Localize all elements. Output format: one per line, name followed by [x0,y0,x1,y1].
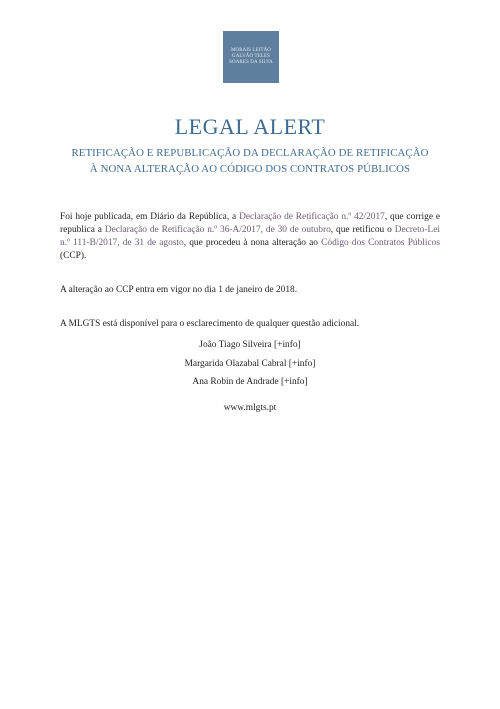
body-text [60,211,440,352]
paragraph-text: (CCP). [60,251,87,261]
link-declaracao-36a-2017[interactable]: Declaração de Retificação n.º 36-A/2017, de 30 de outubro [104,225,331,235]
subtitle-line-1: RETIFICAÇÃO E REPUBLICAÇÃO DA DECLARAÇÃO DE RETIFICAÇÃO [71,147,429,159]
contact-margarida-olazabal-cabral[interactable]: Margarida Olazabal Cabral [+info] [184,358,316,369]
subtitle-line-2: À NONA ALTERAÇÃO AO CÓDIGO DOS CONTRATOS PÚBLICOS [89,163,411,175]
contact-ana-robin-de-andrade[interactable]: Ana Robin de Andrade [+info] [192,377,308,387]
paragraph-text: Foi hoje publicada, em Diário da República, a [60,212,240,222]
paragraph-availability: A MLGTS está disponível para o esclarecimento de qualquer questão adicional. [60,319,360,329]
link-decreto-lei-111b-2017[interactable]: Decreto-Lei n.º 111-B/2017, de 31 de agosto [60,225,440,248]
firm-logo [223,31,279,83]
logo-line-3: SOARES DA SILVA [229,60,273,66]
contacts-list [0,336,500,392]
link-codigo-contratos-publicos[interactable]: Código dos Contratos Públicos [321,238,440,248]
subtitle [50,145,450,177]
logo-line-2: GALVÃO TELES [231,53,270,59]
website-link[interactable]: www.mlgts.pt [223,403,277,413]
paragraph-text: , que procedeu à nona alteração ao [183,238,322,248]
link-declaracao-42-2017[interactable]: Declaração de Retificação n.º 42/2017 [239,212,385,222]
paragraph-publication [60,211,440,263]
paragraph-text: , que corrige e republica a [60,212,440,235]
page-title: LEGAL ALERT [174,114,326,139]
paragraph-text: , que retificou o [330,225,395,235]
logo-line-1: MORAIS LEITÃO [230,47,272,53]
contact-joao-tiago-silveira[interactable]: João Tiago Silveira [+info] [199,340,301,350]
paragraph-entry-into-force: A alteração ao CCP entra em vigor no dia 1 de janeiro de 2018. [60,285,298,295]
